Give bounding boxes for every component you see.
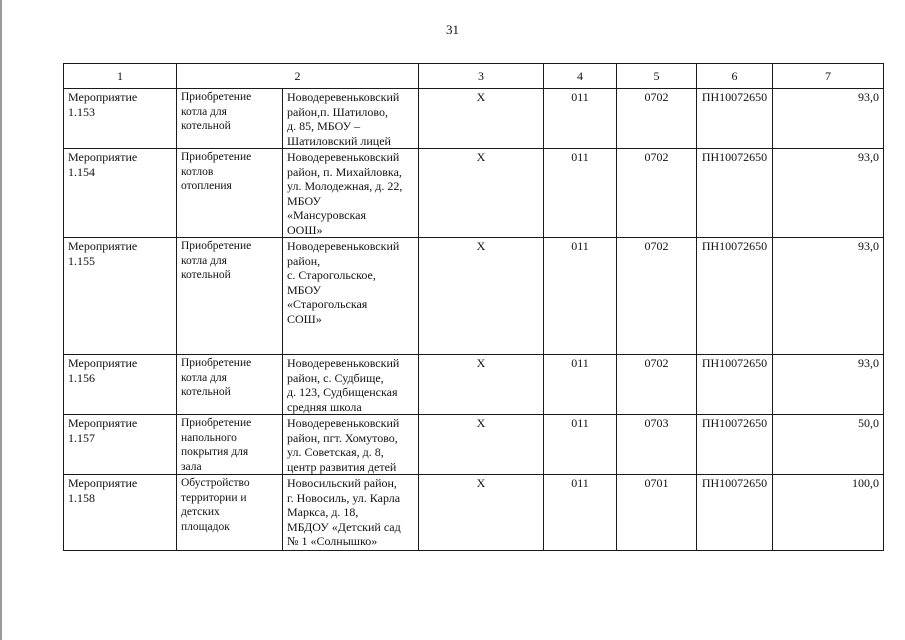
code-6-cell: ПН10072650	[697, 89, 773, 149]
table-row	[64, 149, 884, 238]
location-cell: Новосильский район, г. Новосиль, ул. Карла Маркса, д. 18, МБДОУ «Детский сад № 1 «Солнышко»	[283, 475, 419, 551]
code-6-cell: ПН10072650	[697, 475, 773, 551]
code-4-cell: 011	[544, 149, 617, 238]
header-col-2: 2	[177, 64, 419, 89]
code-6-cell: ПН10072650	[697, 415, 773, 475]
page-number: 31	[446, 22, 459, 37]
header-col-6: 6	[697, 64, 773, 89]
amount-cell: 93,0	[773, 355, 884, 415]
measure-cell: Мероприятие 1.157	[64, 415, 177, 475]
header-col-7: 7	[773, 64, 884, 89]
code-5-cell: 0702	[617, 89, 697, 149]
mark-cell: Х	[419, 149, 544, 238]
amount-cell: 50,0	[773, 415, 884, 475]
code-4-cell: 011	[544, 415, 617, 475]
measure-cell: Мероприятие 1.156	[64, 355, 177, 415]
code-4-cell: 011	[544, 238, 617, 355]
mark-cell: Х	[419, 415, 544, 475]
amount-cell: 93,0	[773, 149, 884, 238]
mark-cell: Х	[419, 89, 544, 149]
code-5-cell: 0702	[617, 149, 697, 238]
code-4-cell: 011	[544, 475, 617, 551]
header-col-4: 4	[544, 64, 617, 89]
mark-cell: Х	[419, 475, 544, 551]
header-col-3: 3	[419, 64, 544, 89]
code-4-cell: 011	[544, 89, 617, 149]
header-col-5: 5	[617, 64, 697, 89]
description-cell: Приобретение котла для котельной	[177, 238, 283, 355]
code-5-cell: 0702	[617, 238, 697, 355]
measure-cell: Мероприятие 1.153	[64, 89, 177, 149]
table-row	[64, 355, 884, 415]
location-cell: Новодеревеньковский район, с. Старогольское, МБОУ «Старогольская СОШ»	[283, 238, 419, 355]
table-row	[64, 475, 884, 551]
amount-cell: 93,0	[773, 238, 884, 355]
code-5-cell: 0702	[617, 355, 697, 415]
measure-cell: Мероприятие 1.154	[64, 149, 177, 238]
table-row	[64, 415, 884, 475]
location-cell: Новодеревеньковский район,п. Шатилово, д. 85, МБОУ – Шатиловский лицей	[283, 89, 419, 149]
table-row	[64, 89, 884, 149]
code-6-cell: ПН10072650	[697, 238, 773, 355]
amount-cell: 100,0	[773, 475, 884, 551]
measure-cell: Мероприятие 1.155	[64, 238, 177, 355]
mark-cell: Х	[419, 238, 544, 355]
location-cell: Новодеревеньковский район, п. Михайловка, ул. Молодежная, д. 22, МБОУ «Мансуровская ООШ»	[283, 149, 419, 238]
budget-table	[63, 63, 884, 551]
location-cell: Новодеревеньковский район, пгт. Хомутово, ул. Советская, д. 8, центр развития детей	[283, 415, 419, 475]
description-cell: Приобретение котла для котельной	[177, 89, 283, 149]
description-cell: Приобретение напольного покрытия для зала	[177, 415, 283, 475]
mark-cell: Х	[419, 355, 544, 415]
description-cell: Приобретение котлов отопления	[177, 149, 283, 238]
measure-cell: Мероприятие 1.158	[64, 475, 177, 551]
table-header-row	[64, 64, 884, 89]
header-col-1: 1	[64, 64, 177, 89]
code-5-cell: 0701	[617, 475, 697, 551]
code-6-cell: ПН10072650	[697, 149, 773, 238]
description-cell: Обустройство территории и детских площадок	[177, 475, 283, 551]
location-cell: Новодеревеньковский район, с. Судбище, д. 123, Судбищенская средняя школа	[283, 355, 419, 415]
code-5-cell: 0703	[617, 415, 697, 475]
amount-cell: 93,0	[773, 89, 884, 149]
code-6-cell: ПН10072650	[697, 355, 773, 415]
page-left-edge	[0, 0, 2, 640]
table-row	[64, 238, 884, 355]
description-cell: Приобретение котла для котельной	[177, 355, 283, 415]
code-4-cell: 011	[544, 355, 617, 415]
